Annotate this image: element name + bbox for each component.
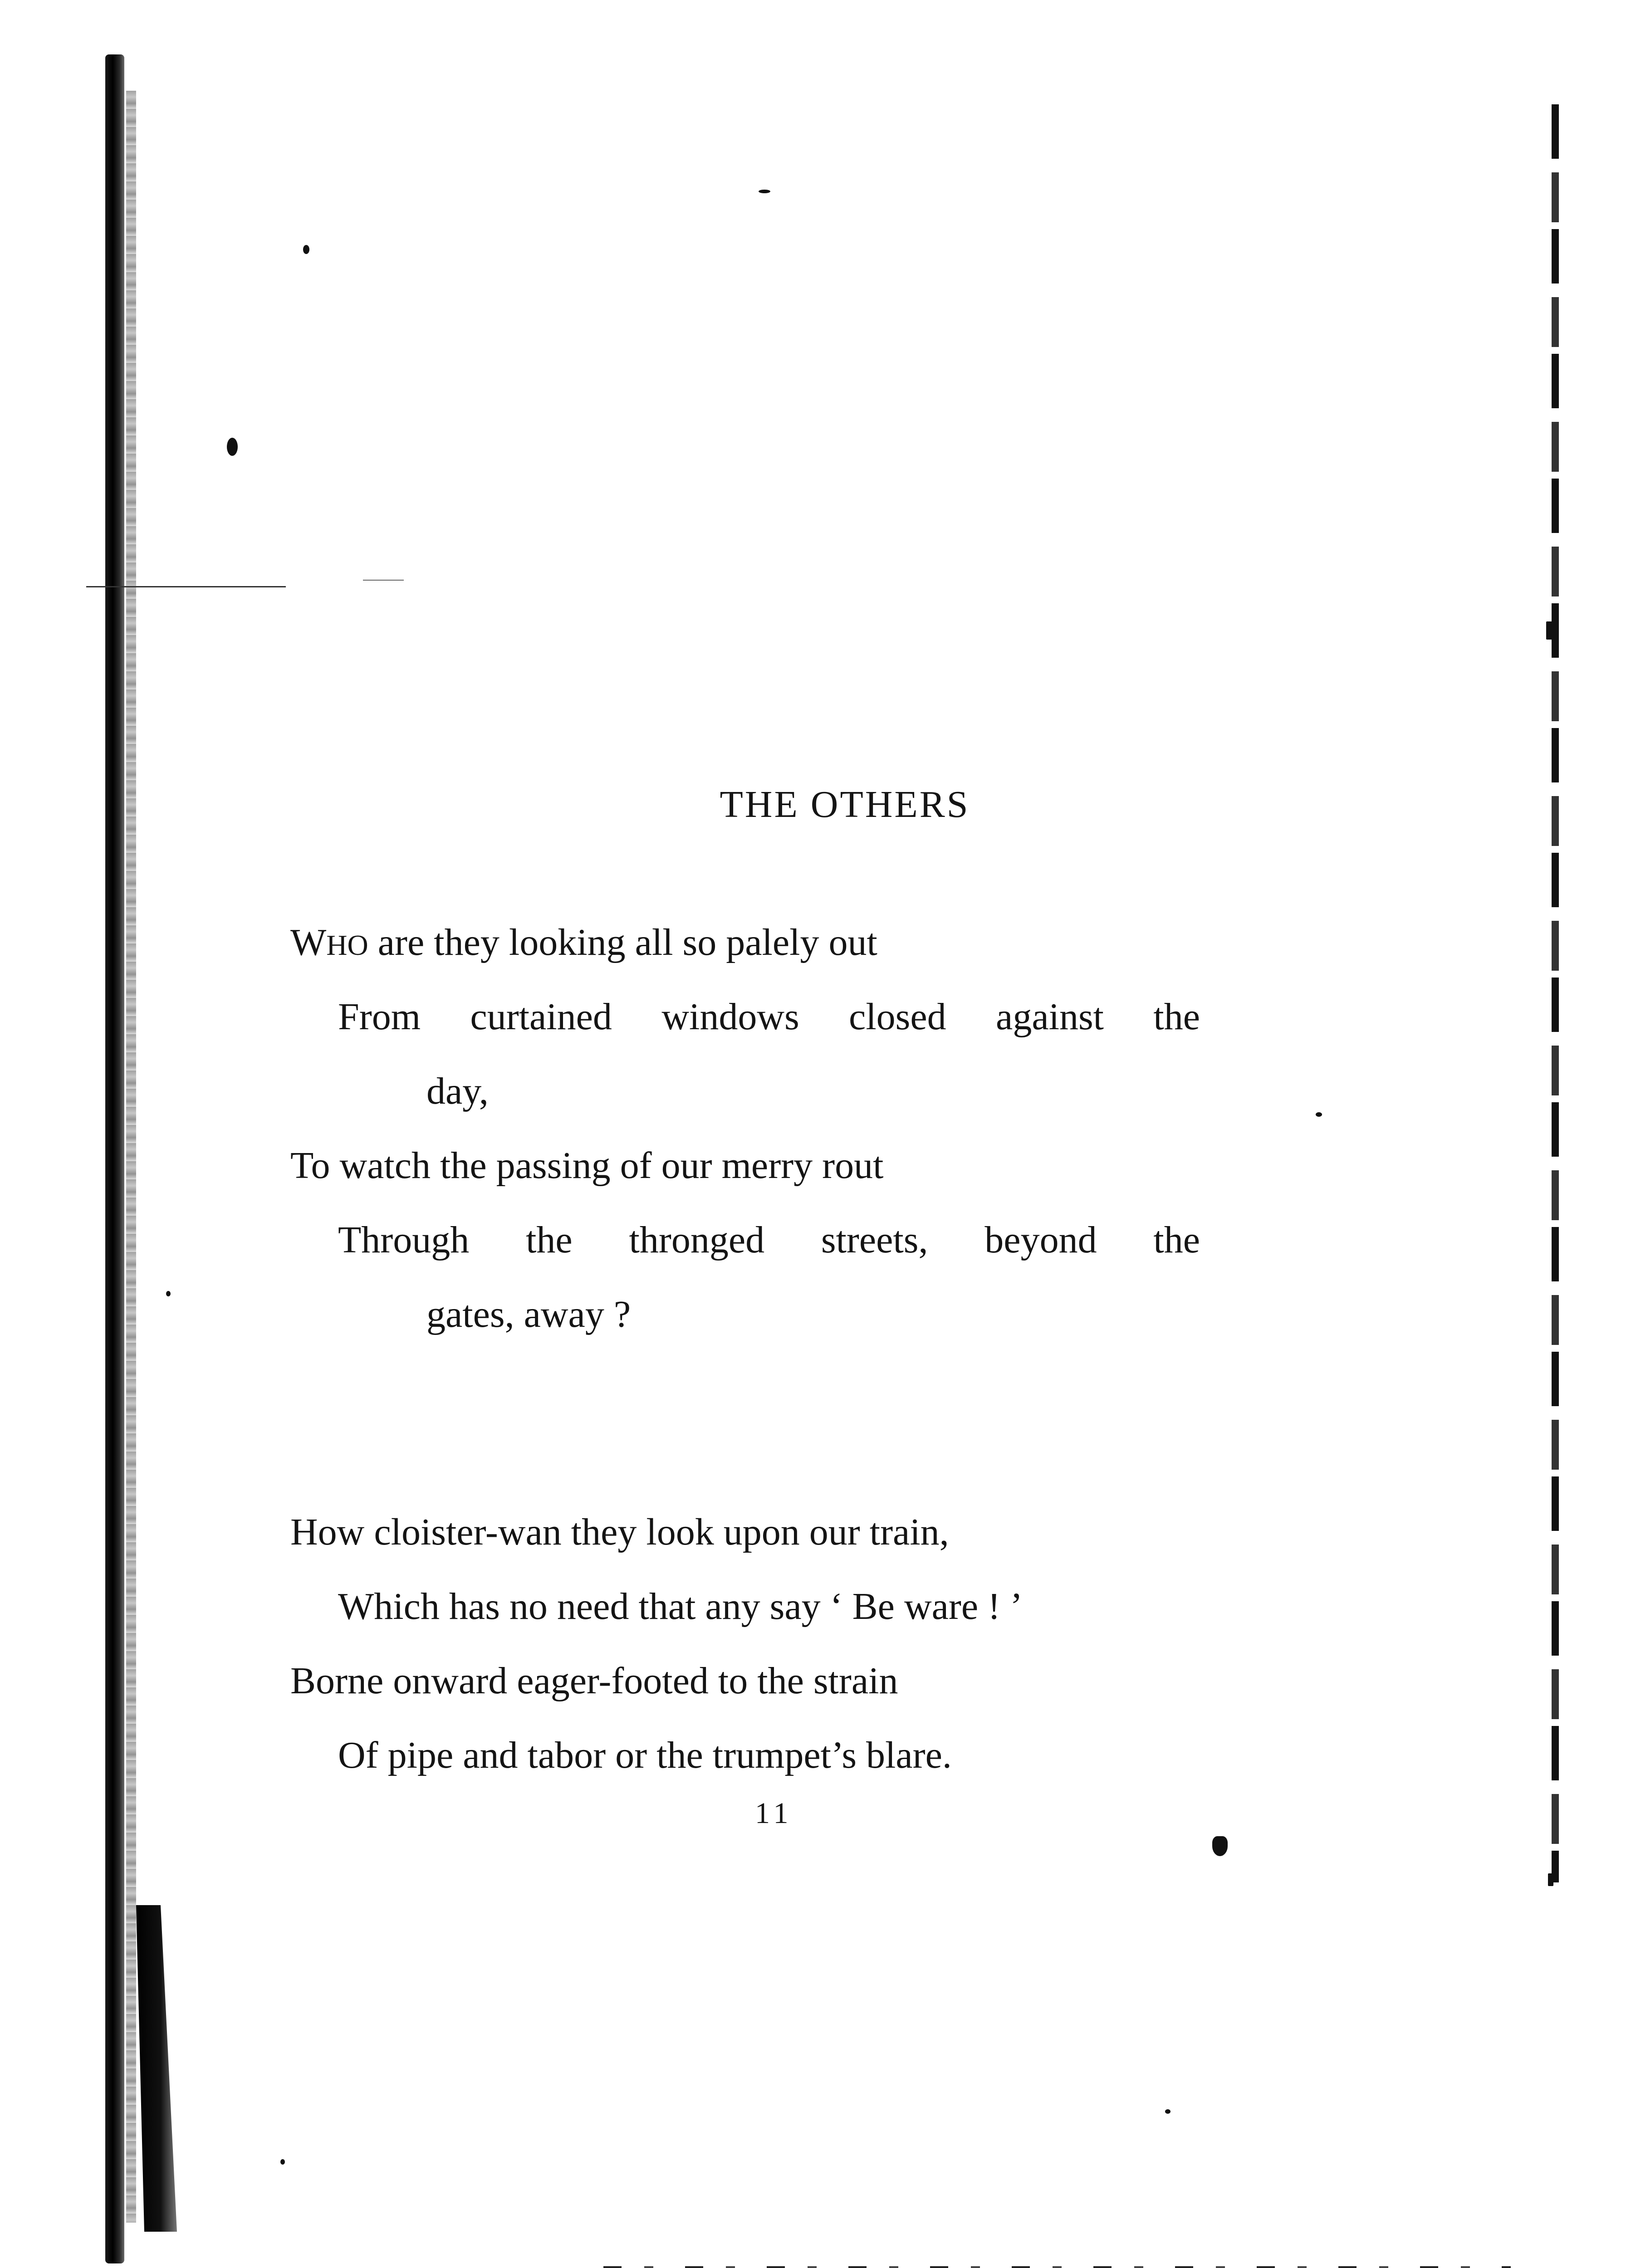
verse-text: are they looking all so palely out [368,921,877,963]
binding-texture [126,91,136,2223]
scan-speck [759,190,770,193]
verse-line: Of pipe and tabor or the trumpet’s blare. [338,1734,952,1776]
verse-line [290,905,1288,980]
verse-line: gates, away ? [426,1293,631,1335]
verse-line [290,1203,1288,1277]
scan-speck [166,1291,171,1296]
scan-speck [1212,1836,1228,1856]
verse-text: From curtained windows closed against the [338,996,1200,1038]
poem-title: THE OTHERS [720,783,970,826]
verse-line: How cloister-wan they look upon our train, [290,1511,949,1553]
scan-speck [280,2159,285,2165]
verse-line: Which has no need that any say ‘ Be ware ! ’ [338,1585,1023,1628]
verse-line: Borne onward eager-footed to the strain [290,1660,898,1702]
stanza-2 [290,1495,1288,1793]
scan-speck [1165,2109,1171,2114]
scan-mark-rule [363,580,404,581]
stanza-1 [290,905,1288,1352]
scan-speck [227,438,238,456]
page-number: 11 [755,1797,793,1830]
binding-shadow-foot [136,1905,177,2232]
verse-text: Through the thronged streets, beyond the [338,1219,1200,1261]
page-edge-right [1552,104,1559,1882]
scan-speck [303,245,309,254]
scan-mark-rule [86,586,286,587]
scan-noise-strip [603,2266,1511,2268]
scan-speck [1548,1873,1553,1886]
verse-line: day, [426,1070,489,1112]
binding-shadow [105,54,124,2263]
verse-line: To watch the passing of our merry rout [290,1144,884,1187]
scan-speck [1546,621,1553,640]
drop-letter: W [290,921,327,963]
verse-line [290,980,1288,1054]
scan-speck [1316,1112,1322,1117]
small-caps-text: HO [326,929,368,961]
